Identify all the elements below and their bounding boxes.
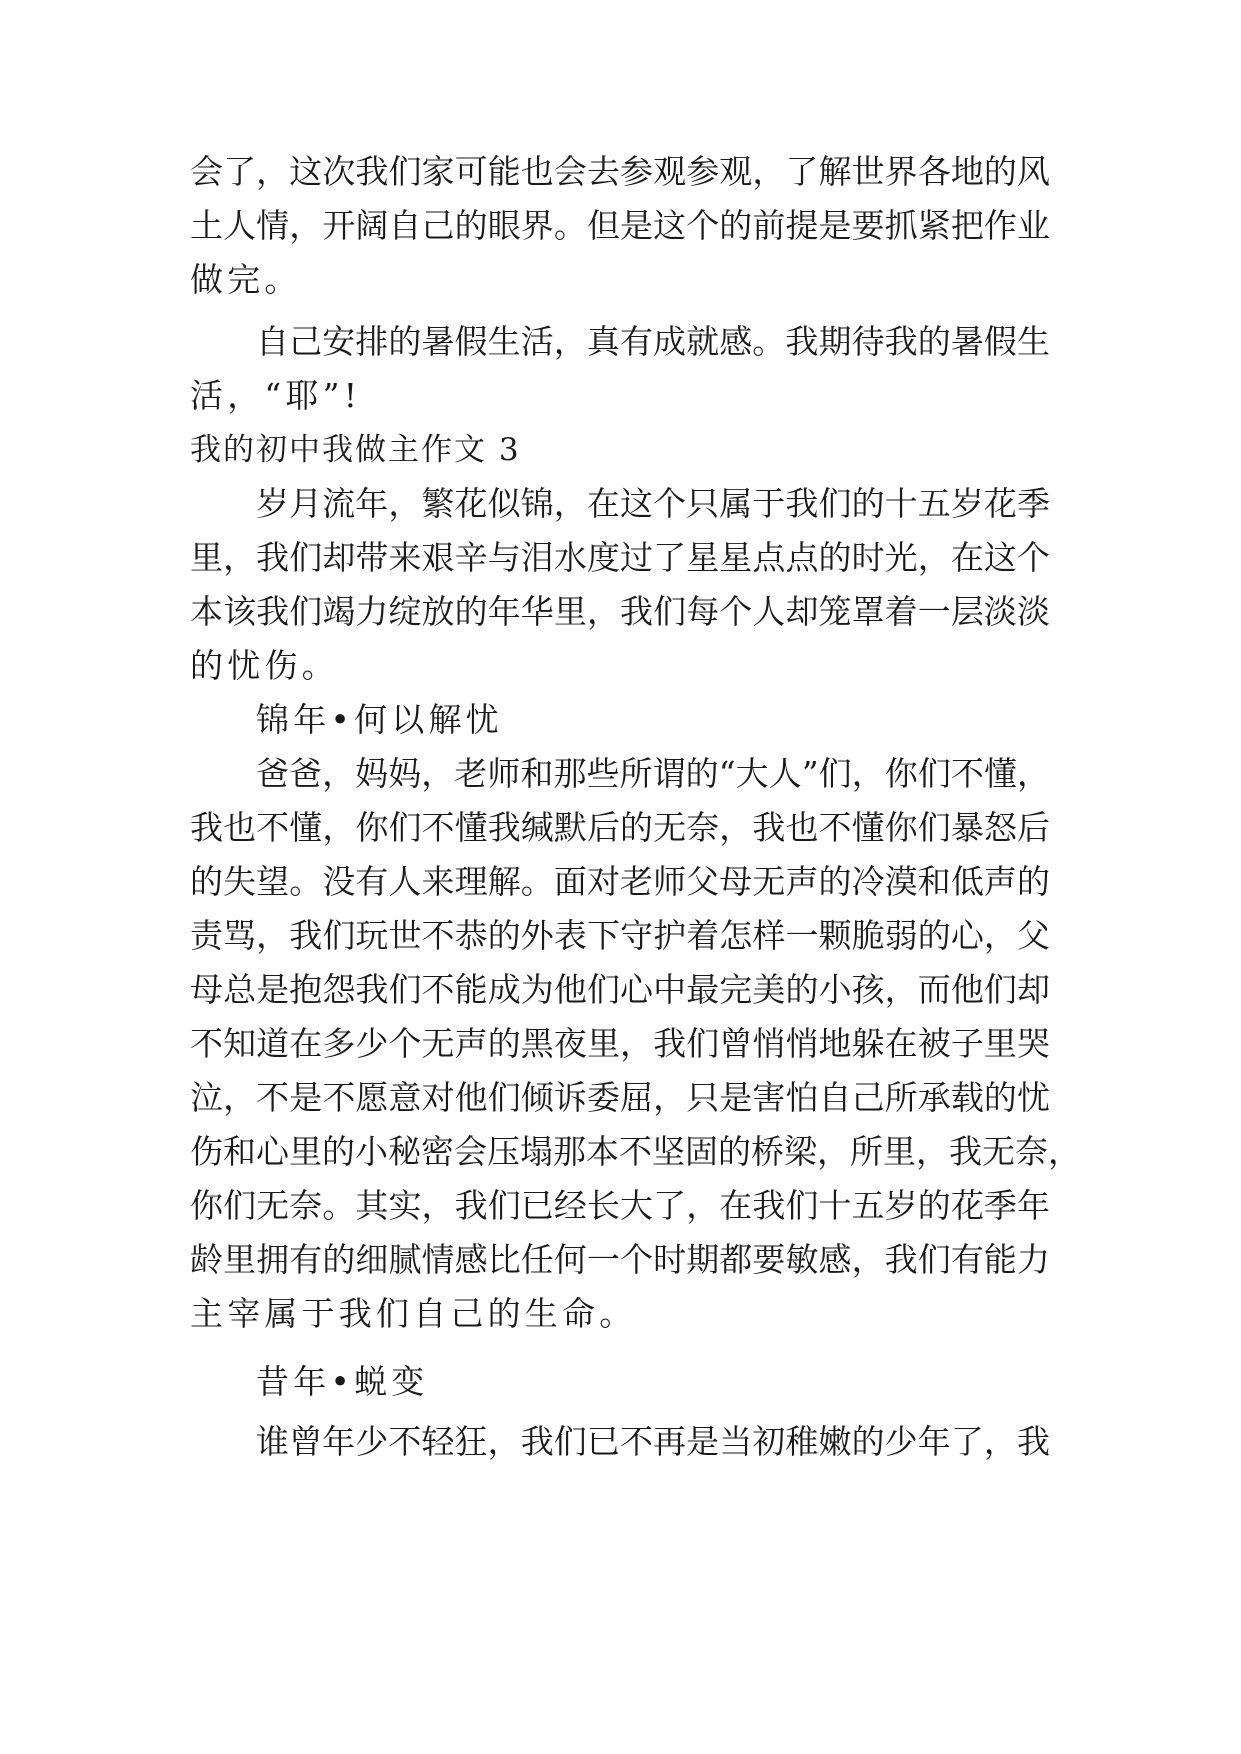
text-line: 责骂，我们玩世不恭的外表下守护着怎样一颗脆弱的心，父 [190,916,1050,955]
text-line: 不知道在多少个无声的黑夜里，我们曾悄悄地躲在被子里哭 [190,1024,1050,1063]
paragraph-first-line: 爸爸，妈妈，老师和那些所谓的“大人”们，你们不懂， [256,754,1050,793]
text-line: 里，我们却带来艰辛与泪水度过了星星点点的时光，在这个 [190,538,1050,577]
text-line: 母总是抱怨我们不能成为他们心中最完美的小孩，而他们却 [190,970,1050,1009]
paragraph-first-line: 自己安排的暑假生活，真有成就感。我期待我的暑假生 [256,322,1050,361]
text-line: 主宰属于我们自己的生命。 [190,1294,637,1333]
text-line: 做完。 [190,260,302,299]
paragraph-first-line: 谁曾年少不轻狂，我们已不再是当初稚嫩的少年了，我 [256,1422,1050,1461]
text-line: 本该我们竭力绽放的年华里，我们每个人却笼罩着一层淡淡 [190,592,1050,631]
text-line: 会了，这次我们家可能也会去参观参观，了解世界各地的风 [190,152,1050,191]
text-line: 我也不懂，你们不懂我缄默后的无奈，我也不懂你们暴怒后 [190,808,1050,847]
subheading: 昔年•蜕变 [256,1362,429,1401]
section-title: 我的初中我做主作文 3 [190,432,521,468]
text-line: 龄里拥有的细腻情感比任何一个时期都要敏感，我们有能力 [190,1240,1050,1279]
text-line: 你们无奈。其实，我们已经长大了，在我们十五岁的花季年 [190,1186,1050,1225]
text-line: 土人情，开阔自己的眼界。但是这个的前提是要抓紧把作业 [190,206,1050,245]
text-line: 泣，不是不愿意对他们倾诉委屈，只是害怕自己所承载的忧 [190,1078,1050,1117]
subheading: 锦年•何以解忧 [256,700,503,739]
text-line: 活，“耶”! [190,376,362,415]
text-line: 伤和心里的小秘密会压塌那本不坚固的桥梁，所里，我无奈， [190,1132,1081,1171]
text-line: 的失望。没有人来理解。面对老师父母无声的冷漠和低声的 [190,862,1050,901]
text-line: 的忧伤。 [190,646,339,685]
paragraph-first-line: 岁月流年，繁花似锦，在这个只属于我们的十五岁花季 [256,484,1050,523]
